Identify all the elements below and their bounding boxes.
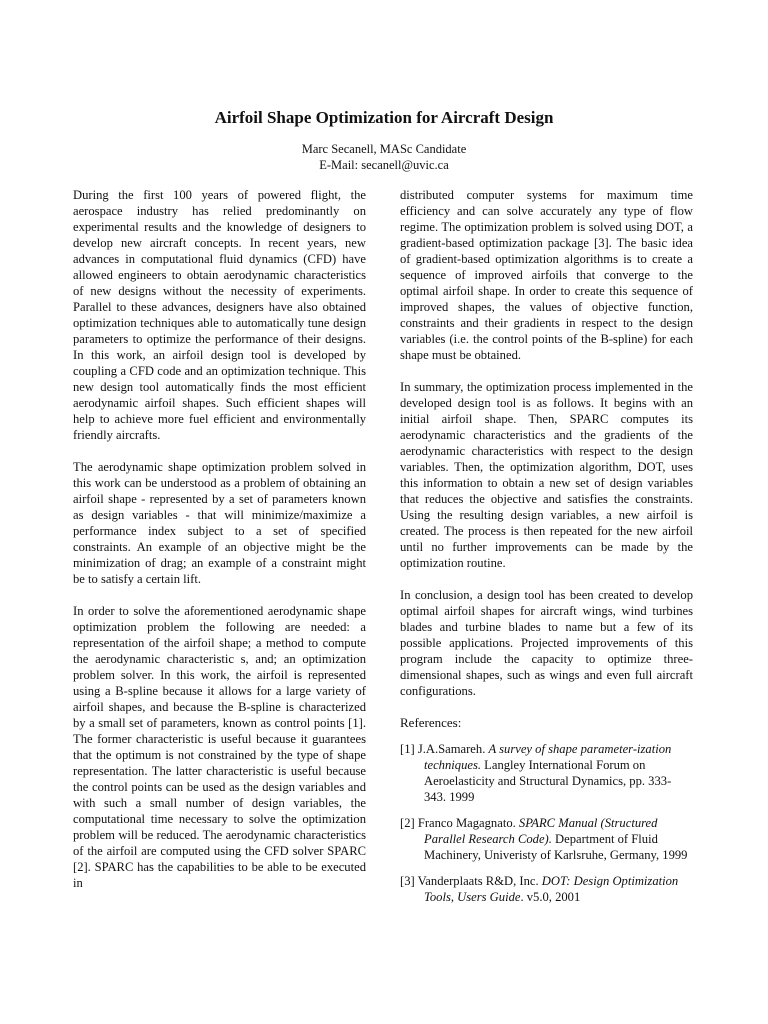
- reference-item: [400, 741, 693, 805]
- reference-item: [400, 815, 693, 863]
- reference-number: [3]: [400, 874, 415, 888]
- reference-details: Langley International Forum on Aeroelasticity and Structural Dynamics, pp. 333-343. 1999: [424, 758, 672, 804]
- body-paragraph: distributed computer systems for maximum time efficiency and can solve accurately any type of flow regime. The optimization problem is solved using DOT, a gradient-based optimization package [3]. The basic idea of gradient-based optimization algorithms is to create a sequence of improved airfoils that converge to the optimal airfoil shape. In order to create this sequence of improved shapes, the values of objective function, constraints and their gradients in respect to the design variables (i.e. the control points of the B-spline) for each shape must be obtained.: [400, 188, 693, 362]
- reference-title: SPARC Manual (Structured Parallel Research Code).: [424, 816, 658, 846]
- left-column: [73, 187, 366, 907]
- reference-title: DOT: Design Optimization Tools, Users Guide: [424, 874, 679, 904]
- reference-author: Vanderplaats R&D, Inc.: [417, 874, 539, 888]
- body-paragraph: In summary, the optimization process implemented in the developed design tool is as follows. It begins with an initial airfoil shape. Then, SPARC computes its aerodynamic characteristics and the gradients of the aerodynamic characteristics with respect to the design variables. Then, the optimization algorithm, DOT, uses this information to obtain a new set of design variables that reduces the objective and satisfies the constraints. Using the resulting design variables, a new airfoil is created. The process is then repeated for the new airfoil until no further improvements can be made by the optimization routine.: [400, 380, 693, 570]
- body-paragraph: The aerodynamic shape optimization problem solved in this work can be understood as a problem of obtaining an airfoil shape - represented by a set of parameters known as design variables - that will minimize/maximize a performance index subject to a set of specified constraints. An example of an objective might be the minimization of drag; an example of a constraint might be to satisfy a certain lift.: [73, 460, 366, 586]
- reference-details: Department of Fluid Machinery, Univeristy of Karlsruhe, Germany, 1999: [424, 832, 688, 862]
- body-paragraph: During the first 100 years of powered flight, the aerospace industry has relied predominantly on experimental results and the knowledge of designers to develop new aircraft concepts. In recent years, new advances in computational fluid dynamics (CFD) have allowed engineers to obtain aerodynamic characteristics of new designs without the necessity of experiments. Parallel to these advances, designers have also obtained optimization techniques able to automatically tune design parameters to optimize the performance of their designs. In this work, an airfoil design tool is developed by coupling a CFD code and an optimization technique. This new design tool automatically finds the most efficient aerodynamic airfoil shapes. Such efficient shapes will help to achieve more fuel efficient and environmentally friendly aircrafts.: [73, 188, 366, 442]
- reference-item: [400, 873, 693, 905]
- references-heading: References:: [400, 715, 462, 730]
- body-paragraph: In conclusion, a design tool has been created to develop optimal airfoil shapes for aircraft wings, wind turbines blades and turbine blades to name but a few of its possible applications. Projected improvements of this program include the capacity to optimize three-dimensional shapes, such as wings and even full aircraft configurations.: [400, 588, 693, 698]
- paper-title: Airfoil Shape Optimization for Aircraft Design: [214, 108, 554, 127]
- reference-author: Franco Magagnato.: [417, 816, 516, 830]
- reference-details: . v5.0, 2001: [520, 890, 581, 904]
- email-line: E-Mail: secanell@uvic.ca: [319, 158, 449, 172]
- author-line: Marc Secanell, MASc Candidate: [301, 142, 467, 156]
- reference-number: [1]: [400, 742, 415, 756]
- reference-title: A survey of shape parameter-ization techniques.: [424, 742, 672, 772]
- reference-number: [2]: [400, 816, 415, 830]
- reference-author: J.A.Samareh.: [417, 742, 486, 756]
- body-paragraph: In order to solve the aforementioned aerodynamic shape optimization problem the following are needed: a representation of the airfoil shape; a method to compute the aerodynamic characteristic s, and; an optimization problem solver. In this work, the airfoil is represented using a B-spline because it allows for a large variety of airfoil shapes, and because the B-spline is characterized by a small set of parameters, known as control points [1]. The former characteristic is useful because it guarantees that the optimum is not constrained by the type of shape representation. The latter characteristic is useful because the control points can be used as the design variables and with such a small number of design variables, the computational time necessary to solve the optimization problem will be reduced. The aerodynamic characteristics of the airfoil are computed using the CFD solver SPARC [2]. SPARC has the capabilities to be able to be executed in: [73, 604, 366, 890]
- right-column: [400, 187, 693, 915]
